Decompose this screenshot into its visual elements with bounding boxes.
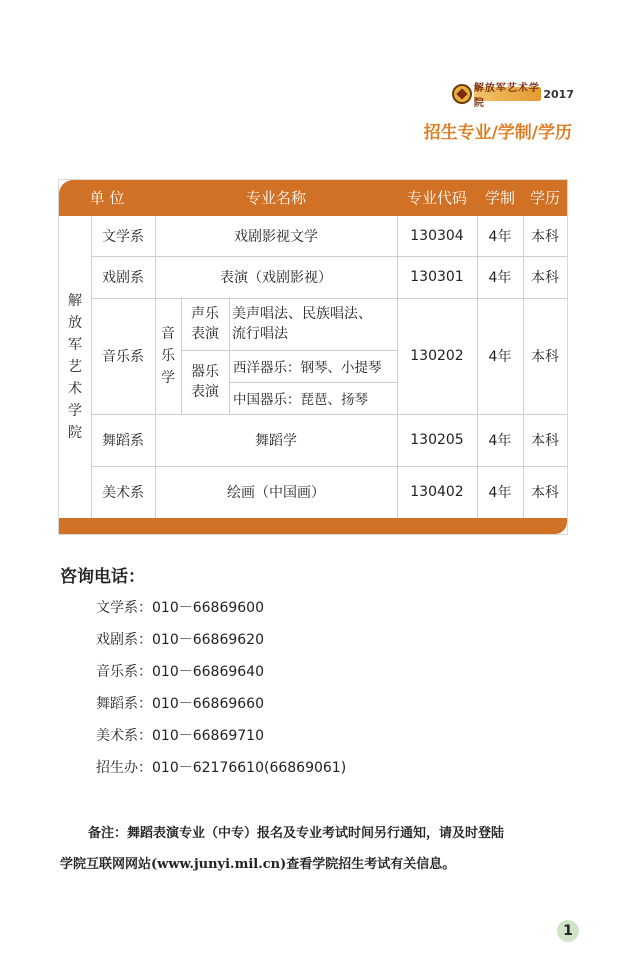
table-row-major: 绘画（中国画） — [227, 485, 325, 501]
list-item: 文学系：010－66869600 — [96, 600, 264, 616]
note — [60, 818, 580, 880]
vocal-performance-desc: 美声唱法、民族唱法、 流行唱法 — [232, 306, 372, 342]
table-row-degree: 本科 — [531, 270, 559, 286]
table-row-code: 130202 — [410, 348, 464, 364]
list-item: 舞蹈系：010－66869660 — [96, 696, 264, 712]
seal-icon — [452, 84, 472, 104]
instrument-performance-label: 器乐 表演 — [191, 364, 219, 400]
school-name: 解 放 军 艺 术 学 院 — [68, 293, 82, 441]
table-row-duration: 4年 — [488, 433, 512, 449]
table-row-dept: 文学系 — [102, 229, 144, 245]
table-row-degree: 本科 — [531, 433, 559, 449]
consult-title: 咨询电话： — [60, 567, 145, 587]
music-major: 音 乐 学 — [161, 326, 175, 386]
table-row-duration: 4年 — [488, 229, 512, 245]
section-title: 招生专业/学制/学历 — [423, 123, 572, 143]
note-line: 学院互联网网站(www.junyi.mil.cn)查看学院招生考试有关信息。 — [60, 857, 456, 872]
header-major: 专业名称 — [245, 189, 306, 207]
table-row-dept: 音乐系 — [102, 349, 144, 365]
table-row-duration: 4年 — [488, 270, 512, 286]
table-row-dept: 美术系 — [102, 485, 144, 501]
phone-list — [96, 598, 346, 790]
header-duration: 学制 — [484, 189, 515, 207]
header-degree: 学历 — [529, 189, 560, 207]
table-row-major: 戏剧影视文学 — [234, 229, 318, 245]
header-logo — [452, 83, 574, 109]
chinese-instruments: 中国器乐：琵琶、扬琴 — [233, 392, 368, 408]
western-instruments: 西洋器乐：钢琴、小提琴 — [233, 360, 382, 376]
table-row-degree: 本科 — [531, 485, 559, 501]
list-item: 戏剧系：010－66869620 — [96, 632, 264, 648]
vocal-performance-label: 声乐 表演 — [191, 306, 219, 342]
table-footer-bar — [59, 518, 567, 534]
table-row-code: 130304 — [410, 228, 464, 244]
majors-table — [58, 179, 568, 535]
table-row-duration: 4年 — [488, 349, 512, 365]
table-row-dept: 戏剧系 — [102, 270, 144, 286]
logo-year: 2017 — [543, 87, 574, 101]
table-row-code: 130205 — [410, 432, 464, 448]
table-row-degree: 本科 — [531, 229, 559, 245]
table-row-dept: 舞蹈系 — [102, 433, 144, 449]
table-row-code: 130402 — [410, 484, 464, 500]
table-row-major: 舞蹈学 — [255, 433, 297, 449]
header-unit: 单 位 — [89, 189, 125, 207]
header-code: 专业代码 — [406, 189, 467, 207]
table-header — [59, 180, 567, 216]
note-line: 备注：舞蹈表演专业（中专）报名及专业考试时间另行通知，请及时登陆 — [88, 826, 505, 841]
logo-text: 解放军艺术学院 — [473, 83, 540, 109]
list-item: 美术系：010－66869710 — [96, 728, 264, 744]
table-row-major: 表演（戏剧影视） — [220, 270, 332, 286]
page-number: 1 — [557, 920, 579, 942]
table-row-duration: 4年 — [488, 485, 512, 501]
table-row-degree: 本科 — [531, 349, 559, 365]
list-item: 音乐系：010－66869640 — [96, 664, 264, 680]
list-item: 招生办：010－62176610(66869061) — [96, 760, 347, 776]
table-row-code: 130301 — [410, 269, 464, 285]
